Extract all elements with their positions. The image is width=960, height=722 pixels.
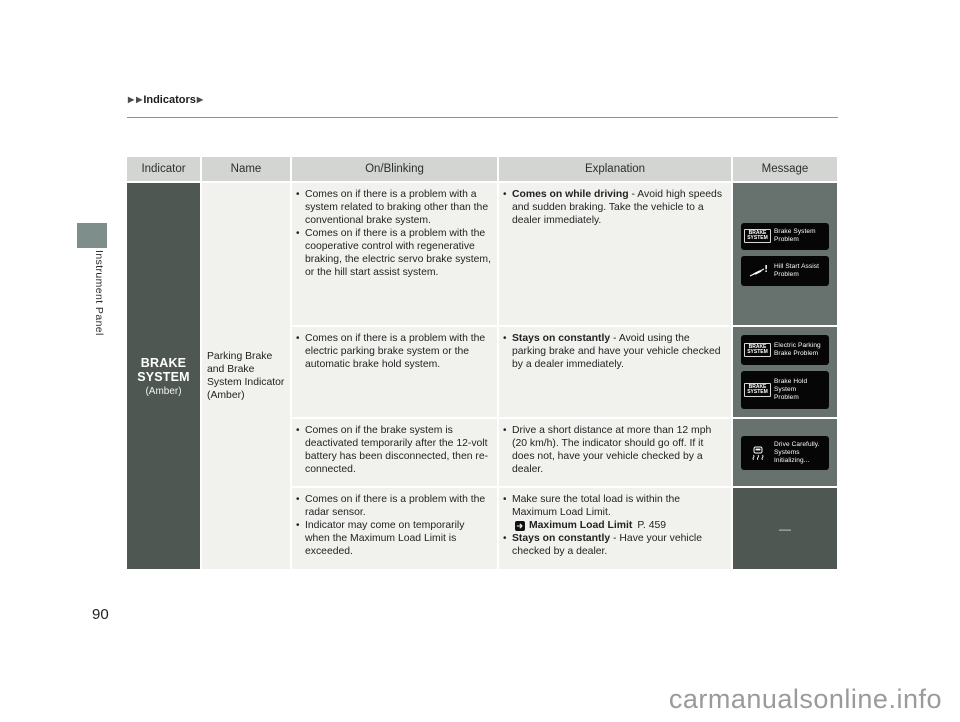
header-divider — [127, 117, 838, 118]
bullet-item: • Comes on if there is a problem with the cooperative control with regenerative braking, the electric servo brake system, or the hill start assist system. — [296, 227, 492, 279]
explanation-cell — [499, 419, 731, 486]
column-header-indicator: Indicator — [127, 157, 200, 181]
column-header-message: Message — [733, 157, 837, 181]
explanation-cell — [499, 327, 731, 417]
breadcrumb-arrow-icon: ▶ — [196, 95, 204, 104]
on-blinking-cell — [292, 327, 497, 417]
column-header-on-blinking: On/Blinking — [292, 157, 497, 181]
message-cell-empty: — — [733, 488, 837, 569]
display-screen-brake-hold-system-problem: BRAKE SYSTEM Brake Hold System Problem — [741, 371, 829, 409]
column-header-name: Name — [202, 157, 290, 181]
breadcrumb — [127, 94, 204, 106]
indicator-name-cell: Parking Brake and Brake System Indicator (Amber) — [202, 183, 290, 569]
on-blinking-cell — [292, 419, 497, 486]
bullet-item: • Comes on while driving - Avoid high speeds and sudden braking. Take the vehicle to a dealer immediately. — [503, 188, 726, 227]
bullet-item: • Comes on if there is a problem with the radar sensor. — [296, 493, 492, 519]
display-screen-hill-start-assist-problem: Hill Start Assist Problem — [741, 256, 829, 286]
brake-system-badge-icon: BRAKE SYSTEM — [744, 343, 771, 357]
hill-start-assist-icon — [744, 264, 771, 278]
brake-system-badge-icon: BRAKE SYSTEM — [744, 383, 771, 397]
breadcrumb-arrow-icon: ▶ — [136, 95, 143, 104]
indicator-title: BRAKE SYSTEM — [137, 355, 190, 384]
reference-title: Maximum Load Limit — [529, 520, 633, 531]
indicator-color-note: (Amber) — [145, 385, 182, 397]
indicator-table — [127, 157, 837, 569]
reference-arrow-icon — [515, 521, 525, 531]
bullet-item: • Stays on constantly - Have your vehicle checked by a dealer. — [503, 532, 726, 558]
column-header-explanation: Explanation — [499, 157, 731, 181]
explanation-cell — [499, 183, 731, 325]
display-screen-brake-system-problem: BRAKE SYSTEM Brake System Problem — [741, 223, 829, 250]
bullet-item: • Indicator may come on temporarily when the Maximum Load Limit is exceeded. — [296, 519, 492, 558]
message-cell — [733, 327, 837, 417]
bullet-item: • Make sure the total load is within the Maximum Load Limit. — [503, 493, 726, 519]
page-number: 90 — [92, 606, 109, 623]
bullet-item: • Stays on constantly - Avoid using the parking brake and have your vehicle checked by a dealer immediately. — [503, 332, 726, 371]
display-screen-drive-carefully: Drive Carefully. Systems Initializing... — [741, 436, 829, 470]
explanation-cell — [499, 488, 731, 569]
breadcrumb-label: Indicators — [143, 94, 196, 106]
cross-reference — [515, 519, 726, 532]
reference-page: P. 459 — [637, 520, 667, 531]
watermark: carmanualsonline.info — [668, 684, 942, 714]
bullet-item: • Drive a short distance at more than 12 mph (20 km/h). The indicator should go off. If it does not, have your vehicle checked by a dealer. — [503, 424, 726, 476]
drive-carefully-car-icon — [744, 446, 771, 460]
bullet-item: • Comes on if there is a problem with the electric parking brake system or the automatic brake hold system. — [296, 332, 492, 371]
brake-system-badge-icon: BRAKE SYSTEM — [744, 229, 771, 243]
display-screen-electric-parking-brake-problem: BRAKE SYSTEM Electric Parking Brake Problem — [741, 335, 829, 365]
chapter-label: Instrument Panel — [93, 250, 105, 336]
bullet-item: • Comes on if there is a problem with a system related to braking other than the conventional brake system. — [296, 188, 492, 227]
message-cell — [733, 419, 837, 486]
chapter-tab-marker — [77, 223, 107, 248]
breadcrumb-arrow-icon: ▶ — [128, 95, 135, 104]
on-blinking-cell — [292, 183, 497, 325]
bullet-item: • Comes on if the brake system is deactivated temporarily after the 12-volt battery has been disconnected, then re-connected. — [296, 424, 492, 476]
message-cell — [733, 183, 837, 325]
brake-system-indicator-cell — [127, 183, 200, 569]
on-blinking-cell — [292, 488, 497, 569]
